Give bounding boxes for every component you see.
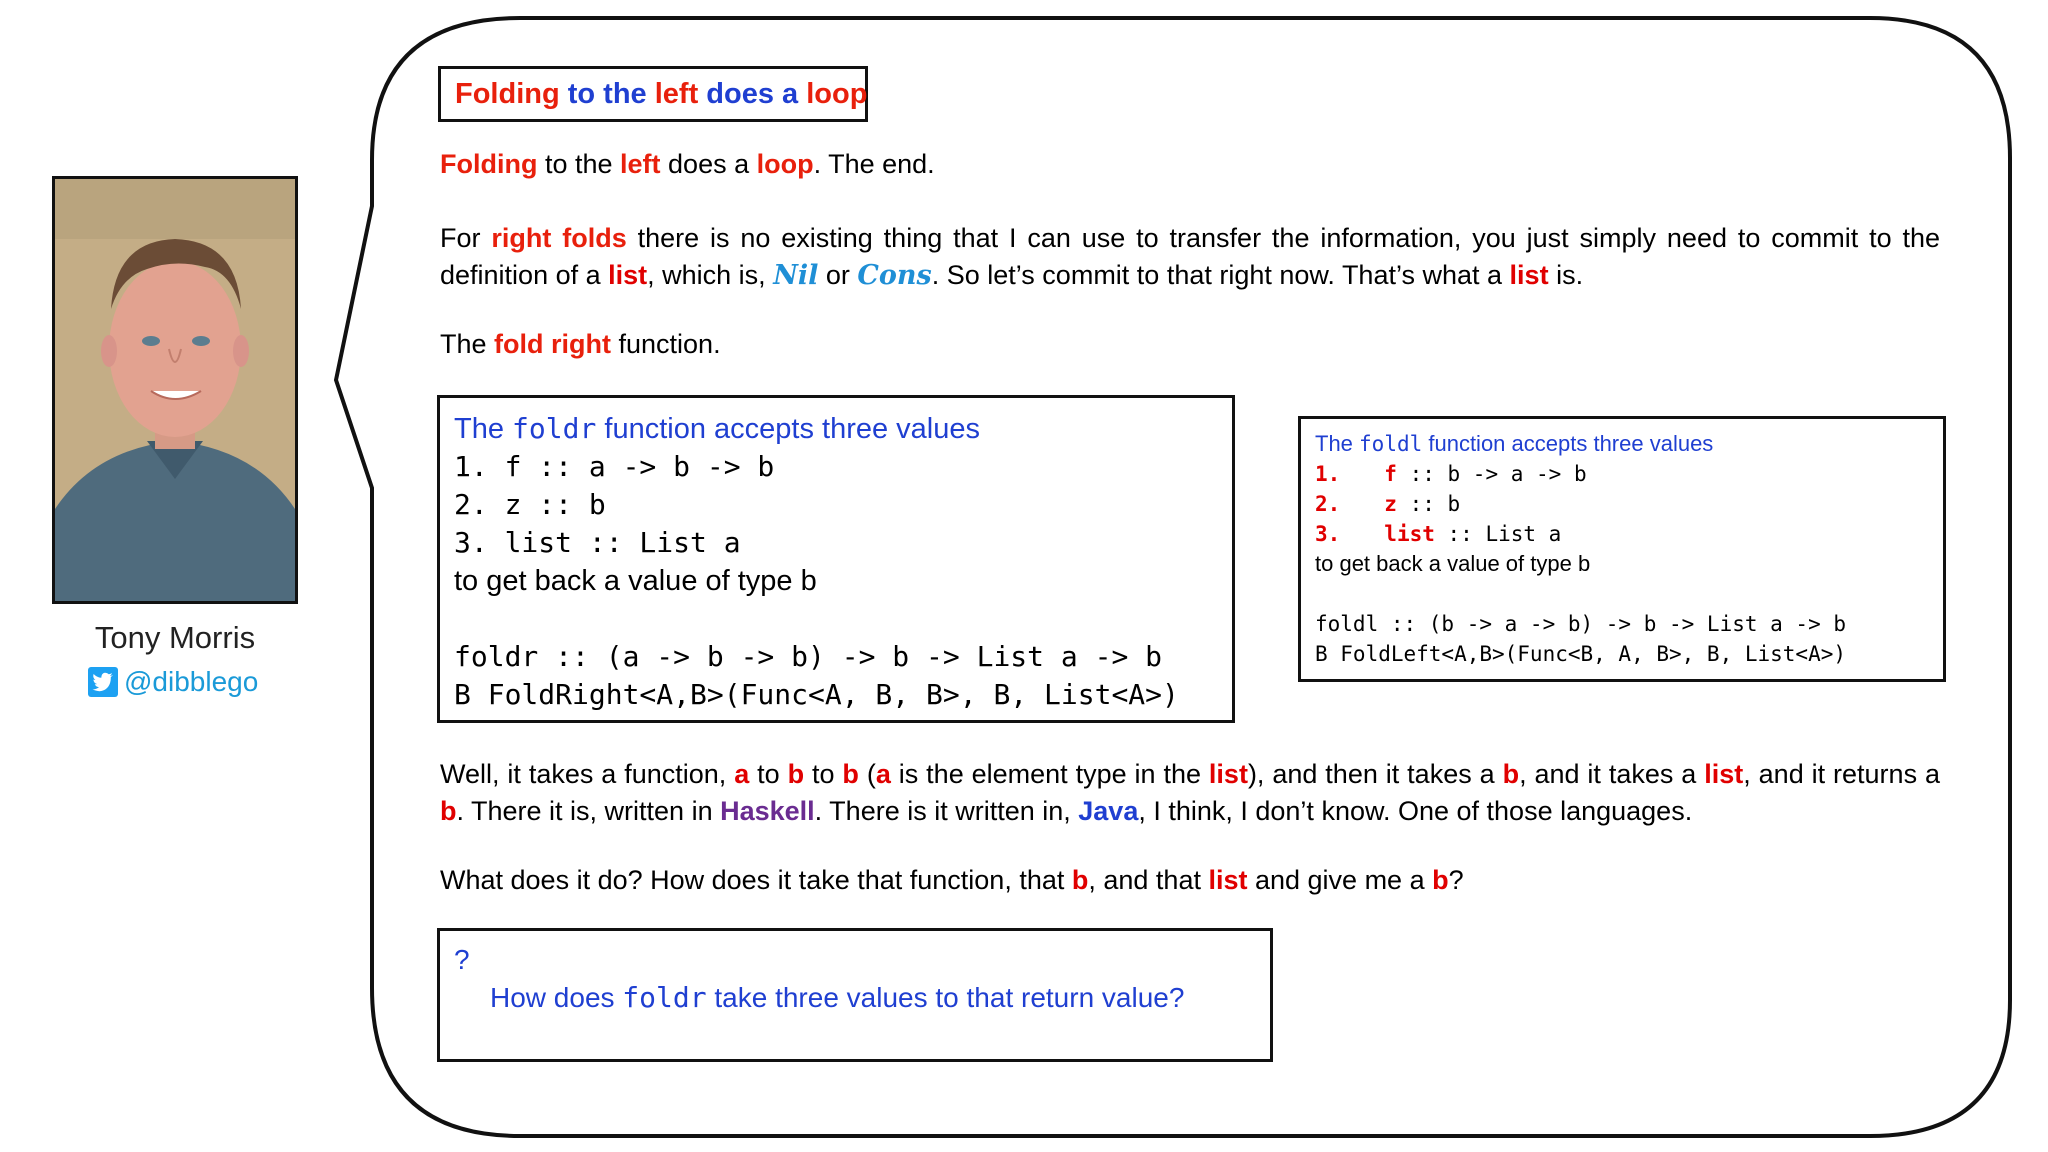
p4-text: (: [858, 759, 876, 789]
p2-text: Nil: [773, 260, 819, 291]
p2-text: list: [608, 260, 648, 290]
p5-text: b: [1071, 865, 1089, 895]
p5-text: and give me a: [1247, 865, 1433, 895]
foldl-item-type: :: List a: [1434, 522, 1562, 546]
foldl-item-1: [1315, 459, 1929, 489]
p4-text: Well, it takes a function,: [440, 759, 735, 789]
speaker-name: Tony Morris: [94, 620, 256, 655]
p1-text: Folding: [440, 149, 538, 179]
p4-text: b: [787, 759, 805, 789]
foldl-item-3: [1315, 519, 1929, 549]
foldr-heading-code: foldr: [512, 412, 597, 445]
p1-text: left: [620, 149, 661, 179]
twitter-handle-label: @dibblego: [124, 666, 259, 697]
foldr-haskell-signature: foldr :: (a -> b -> b) -> b -> List a -> b: [454, 640, 1163, 673]
p4-text: a: [734, 759, 750, 789]
foldl-heading-code: foldl: [1359, 432, 1423, 456]
foldl-item-2: [1315, 489, 1929, 519]
p2-text: , which is,: [647, 260, 774, 290]
foldl-heading-text: function accepts three values: [1422, 431, 1714, 456]
p5-text: b: [1432, 865, 1449, 895]
p4-text: b: [1502, 759, 1520, 789]
p2-text: list: [1509, 260, 1549, 290]
paragraph-2: [440, 220, 1940, 294]
spacer: [454, 600, 1218, 638]
title-word: to the: [559, 77, 655, 110]
p4-text: . There it is, written in: [456, 796, 721, 826]
p5-text: ?: [1448, 865, 1464, 895]
p4-text: , I think, I don’t know. One of those languages.: [1138, 796, 1693, 826]
p2-text: there is no existing thing that I can use to transfer the information, you just simply need to commit to the definition of a: [440, 223, 1940, 290]
question-box: [437, 928, 1273, 1062]
p1-text: to the: [537, 149, 621, 179]
foldl-item-number: 2.: [1315, 492, 1341, 516]
foldr-item-2: 2. z :: b: [454, 488, 606, 521]
question-text: [454, 979, 1256, 1017]
p2-text: . So let’s commit to that right now. That’s what a: [931, 260, 1510, 290]
p5-text: list: [1208, 865, 1248, 895]
p2-text: Cons: [857, 260, 932, 291]
p4-text: list: [1704, 759, 1744, 789]
foldl-heading: [1315, 429, 1929, 459]
foldl-box: [1298, 416, 1946, 682]
p4-text: Haskell: [720, 796, 815, 826]
p1-text: . The end.: [813, 149, 935, 179]
p4-text: b: [440, 796, 457, 826]
foldr-item-3: 3. list :: List a: [454, 526, 741, 559]
p5-text: What does it do? How does it take that function, that: [440, 865, 1072, 895]
foldl-item-number: 1.: [1315, 462, 1341, 486]
foldr-heading: [454, 410, 1218, 448]
speaker-handle[interactable]: [88, 664, 258, 700]
foldr-result: to get back a value of type b: [454, 565, 817, 597]
p3-text: The: [440, 329, 495, 359]
p4-text: b: [842, 759, 859, 789]
p2-text: right folds: [491, 223, 627, 253]
slide-title: [438, 66, 868, 122]
foldl-result: to get back a value of type b: [1315, 551, 1591, 576]
paragraph-1: [440, 146, 1940, 183]
p4-text: , and it returns a: [1743, 759, 1940, 789]
foldl-item-name: list: [1384, 522, 1435, 546]
title-word: does a: [698, 77, 807, 110]
p3-text: fold right: [494, 329, 611, 359]
foldl-item-name: z: [1384, 492, 1397, 516]
foldl-item-name: f: [1384, 462, 1397, 486]
question-code: foldr: [622, 981, 707, 1014]
title-word: Folding: [455, 77, 560, 110]
p4-text: Java: [1078, 796, 1139, 826]
p2-text: or: [818, 260, 858, 290]
foldr-item-1: 1. f :: a -> b -> b: [454, 450, 775, 483]
foldl-java-signature: B FoldLeft<A,B>(Func<B, A, B>, B, List<A>): [1315, 642, 1847, 666]
paragraph-3: [440, 326, 1940, 363]
p2-text: is.: [1548, 260, 1584, 290]
foldl-item-type: :: b -> a -> b: [1396, 462, 1587, 486]
foldr-heading-text: function accepts three values: [596, 413, 980, 445]
twitter-icon: [88, 667, 118, 697]
question-text-part: How does: [490, 982, 623, 1013]
foldl-heading-text: The: [1315, 431, 1360, 456]
p4-text: , and it takes a: [1519, 759, 1705, 789]
spacer: [1315, 579, 1929, 609]
foldl-item-type: :: b: [1396, 492, 1461, 516]
foldl-item-number: 3.: [1315, 522, 1341, 546]
foldl-haskell-signature: foldl :: (b -> a -> b) -> b -> List a -> b: [1315, 612, 1847, 636]
p2-text: For: [440, 223, 492, 253]
foldr-box: [437, 395, 1235, 723]
foldr-java-signature: B FoldRight<A,B>(Func<A, B, B>, B, List<A>): [454, 678, 1179, 711]
p4-text: list: [1208, 759, 1248, 789]
foldr-heading-text: The: [454, 413, 513, 445]
p5-text: , and that: [1088, 865, 1209, 895]
p4-text: is the element type in the: [890, 759, 1209, 789]
paragraph-5: [440, 862, 1940, 899]
question-mark: ?: [454, 944, 470, 975]
paragraph-4: [440, 756, 1940, 830]
title-word: left: [654, 77, 699, 110]
p1-text: loop: [756, 149, 814, 179]
p4-text: . There is it written in,: [814, 796, 1079, 826]
p4-text: a: [875, 759, 891, 789]
p4-text: to: [804, 759, 843, 789]
p4-text: to: [749, 759, 788, 789]
p3-text: function.: [611, 329, 721, 359]
question-text-part: take three values to that return value?: [706, 982, 1185, 1013]
p4-text: ), and then it takes a: [1247, 759, 1503, 789]
title-word: loop: [806, 77, 868, 110]
speaker-photo: [52, 176, 298, 604]
p1-text: does a: [660, 149, 757, 179]
